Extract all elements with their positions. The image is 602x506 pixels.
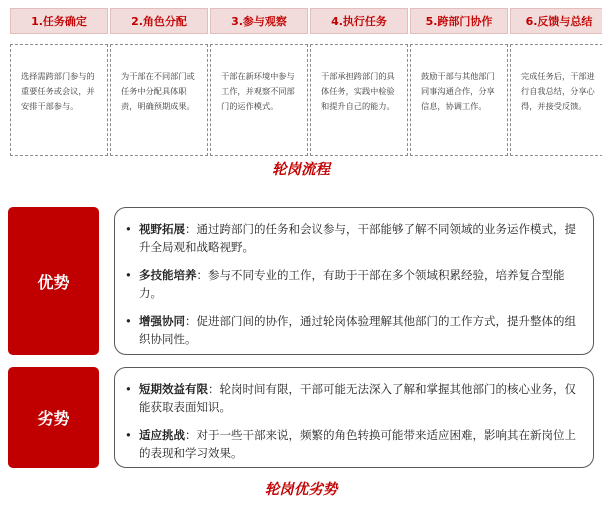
- step-description: 干部承担跨部门的具体任务，实践中检验和提升自己的能力。: [310, 44, 408, 156]
- process-steps: [0, 0, 602, 160]
- step-description: 干部在新环境中参与工作，并观察不同部门的运作模式。: [210, 44, 308, 156]
- item-key: 增强协同: [139, 314, 185, 328]
- disadvantage-item: [125, 380, 579, 416]
- disadvantage-item: [125, 426, 579, 462]
- bullet-icon: •: [125, 314, 132, 328]
- step-description: 为干部在不同部门或任务中分配具体职责，明确预期成果。: [110, 44, 208, 156]
- disadvantages-panel: [114, 367, 594, 468]
- step-4: [310, 8, 408, 162]
- bullet-icon: •: [125, 428, 132, 442]
- step-title: 3.参与观察: [210, 8, 308, 34]
- item-text: ：促进部门间的协作，通过轮岗体验理解其他部门的工作方式，提升整体的组织协同性。: [139, 314, 576, 346]
- step-1: [10, 8, 108, 162]
- pros-cons-title: 轮岗优劣势: [264, 482, 338, 498]
- item-text: ：轮岗时间有限，干部可能无法深入了解和掌握其他部门的核心业务，仅能获取表面知识。: [139, 382, 576, 414]
- step-description: 选择需跨部门参与的重要任务或会议，并安排干部参与。: [10, 44, 108, 156]
- step-2: [110, 8, 208, 162]
- step-5: [410, 8, 508, 162]
- step-description: 完成任务后，干部进行自我总结，分享心得，并接受反馈。: [510, 44, 602, 156]
- step-6: [510, 8, 602, 162]
- item-key: 短期效益有限: [139, 382, 208, 396]
- item-key: 多技能培养: [139, 268, 197, 282]
- disadvantages-label: 劣势: [8, 367, 99, 468]
- step-description: 鼓励干部与其他部门同事沟通合作，分享信息，协调工作。: [410, 44, 508, 156]
- bullet-icon: •: [125, 382, 132, 396]
- bullet-icon: •: [125, 222, 132, 236]
- item-key: 视野拓展: [139, 222, 185, 236]
- advantage-item: [125, 220, 579, 256]
- step-title: 1.任务确定: [10, 8, 108, 34]
- bullet-icon: •: [125, 268, 132, 282]
- advantage-item: [125, 266, 579, 302]
- advantages-panel: [114, 207, 594, 355]
- process-title: 轮岗流程: [272, 162, 330, 178]
- advantages-label: 优势: [8, 207, 99, 355]
- item-text: ：对于一些干部来说，频繁的角色转换可能带来适应困难，影响其在新岗位上的表现和学习效果。: [139, 428, 576, 460]
- step-title: 5.跨部门协作: [410, 8, 508, 34]
- step-title: 2.角色分配: [110, 8, 208, 34]
- step-title: 4.执行任务: [310, 8, 408, 34]
- step-3: [210, 8, 308, 162]
- item-text: ：通过跨部门的任务和会议参与，干部能够了解不同领域的业务运作模式，提升全局观和战略视野。: [139, 222, 576, 254]
- step-title: 6.反馈与总结: [510, 8, 602, 34]
- advantage-item: [125, 312, 579, 348]
- item-key: 适应挑战: [139, 428, 185, 442]
- item-text: ：参与不同专业的工作，有助于干部在多个领域积累经验，培养复合型能力。: [139, 268, 565, 300]
